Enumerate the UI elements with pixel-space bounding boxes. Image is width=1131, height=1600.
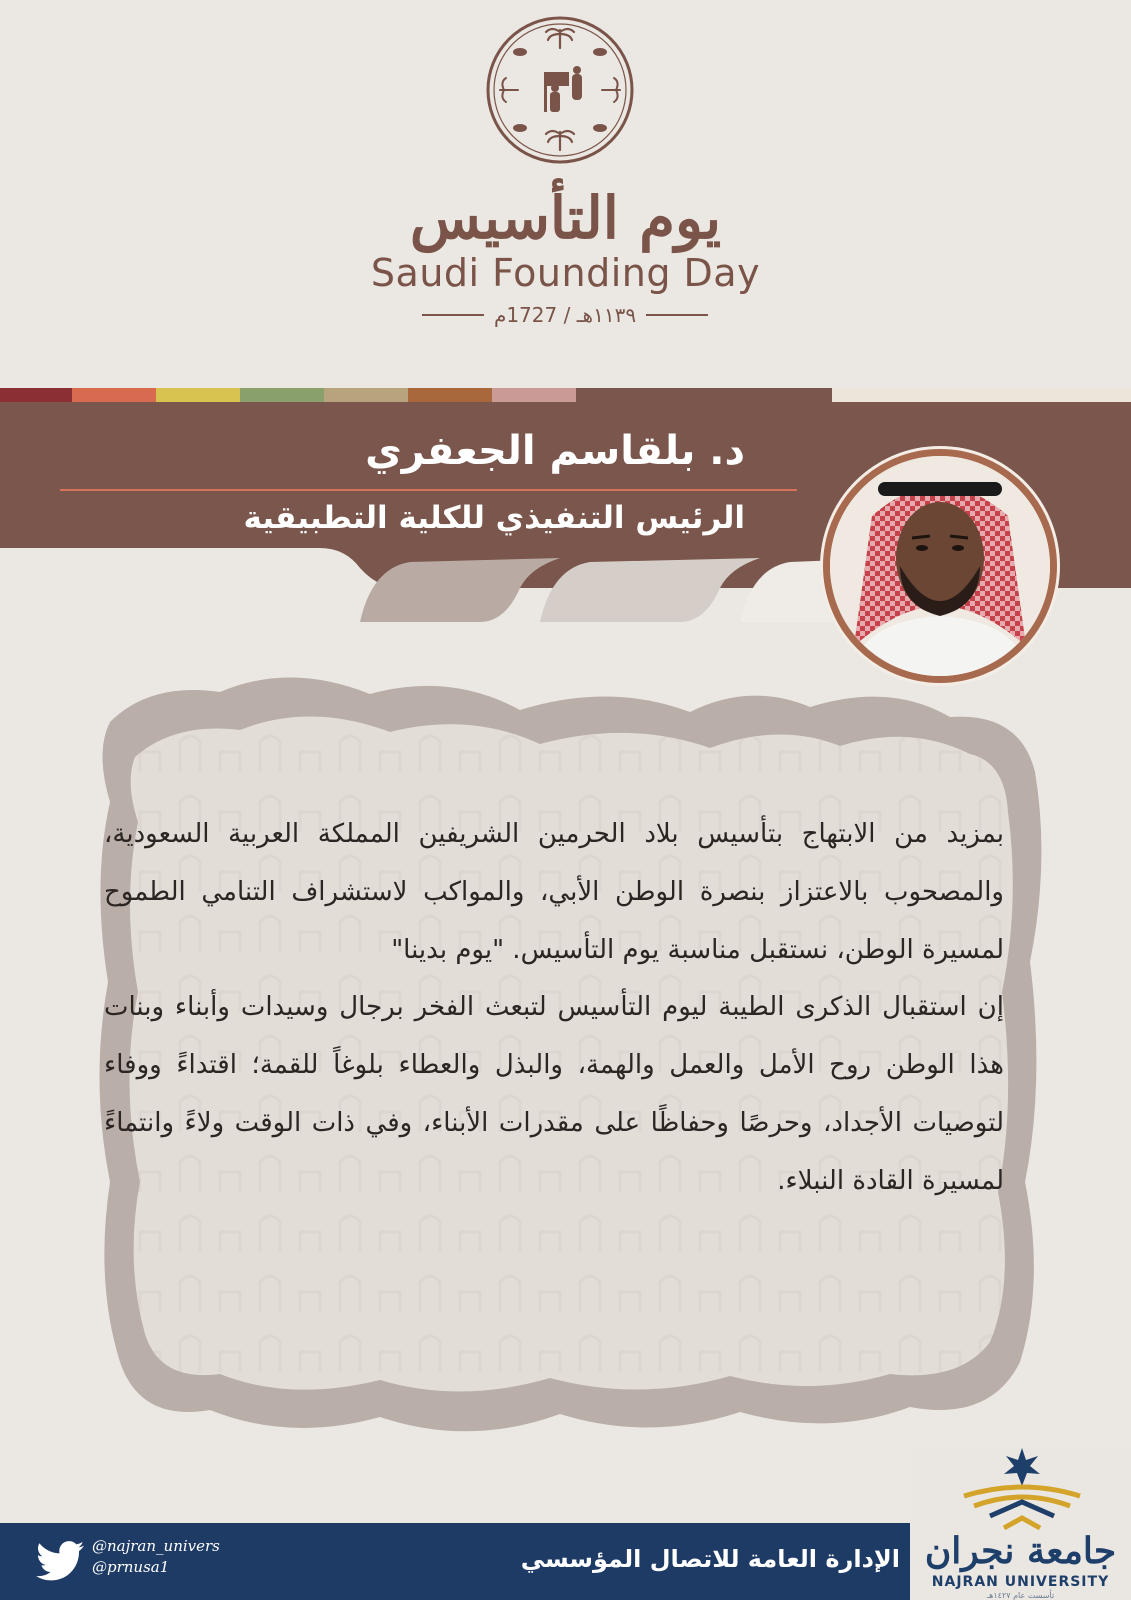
- university-established: تأسست عام ١٤٢٧هـ: [986, 1591, 1055, 1600]
- university-name-english: NAJRAN UNIVERSITY: [931, 1574, 1110, 1590]
- founding-day-title-english: Saudi Founding Day: [370, 251, 761, 295]
- date-dash-left: [422, 314, 484, 316]
- color-strip-segment: [324, 388, 408, 402]
- twitter-handle-university[interactable]: @najran_univers: [92, 1537, 220, 1555]
- color-strip-segment: [72, 388, 156, 402]
- color-strip-segment: [408, 388, 492, 402]
- founding-day-seal-icon: [484, 14, 636, 166]
- message-paragraph-1: بمزيد من الابتهاج بتأسيس بلاد الحرمين الشريفين المملكة العربية السعودية، والمصحوب بالاعتزاز بنصرة الوطن الأبي، والمواكب لاستشراف التنامي الطموح لمسيرة الوطن، نستقبل مناسبة يوم التأسيس. "يوم بدينا": [104, 819, 1004, 965]
- message-paragraph-2: إن استقبال الذكرى الطيبة ليوم التأسيس لتبعث الفخر برجال وسيدات وأبناء وبنات هذا الوطن روح الأمل والعمل والهمة، والبذل والعطاء بلوغاً للقمة؛ اقتداءً ووفاء لتوصيات الأجداد، وحرصًا وحفاظًا على مقدرات الأبناء، وفي ذات الوقت ولاءً وانتماءً لمسيرة القادة النبلاء.: [104, 992, 1004, 1196]
- university-name-arabic: جامعة نجران: [924, 1530, 1117, 1572]
- banner-divider: [60, 489, 797, 491]
- date-dash-right: [646, 314, 708, 316]
- color-strip-segment: [0, 388, 72, 402]
- university-star-icon: [960, 1448, 1084, 1532]
- twitter-icon[interactable]: [36, 1541, 84, 1581]
- color-strip-segment: [576, 388, 832, 402]
- founding-date-line: [415, 300, 715, 330]
- portrait-illustration: [830, 456, 1050, 676]
- color-strip: [0, 388, 1131, 402]
- color-strip-segment: [240, 388, 324, 402]
- message-body: [104, 806, 1004, 1211]
- founding-day-title-arabic: يوم التأسيس: [409, 184, 722, 252]
- color-strip-segment: [156, 388, 240, 402]
- avatar: [823, 449, 1057, 683]
- founding-date: ١١٣٩هـ / 1727م: [493, 303, 637, 327]
- color-strip-segment: [492, 388, 576, 402]
- twitter-handle-pr[interactable]: @prnusa1: [92, 1558, 170, 1576]
- color-strip-segment: [832, 388, 1131, 402]
- person-name: د. بلقاسم الجعفري: [365, 428, 745, 474]
- department-name: الإدارة العامة للاتصال المؤسسي: [520, 1545, 900, 1573]
- person-position: الرئيس التنفيذي للكلية التطبيقية: [243, 500, 745, 536]
